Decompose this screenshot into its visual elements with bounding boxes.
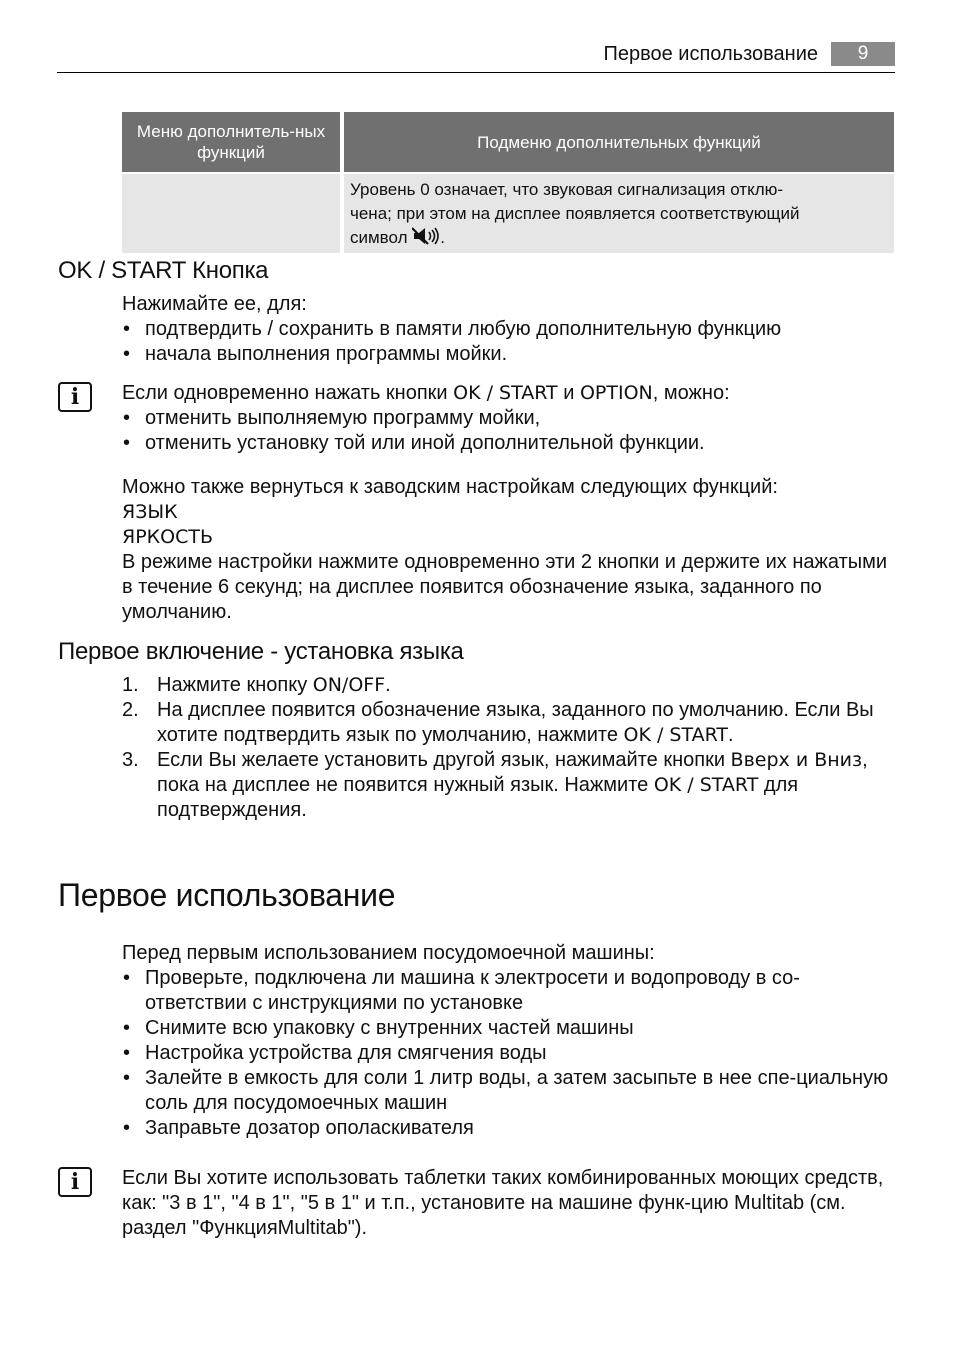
ok-start-section: [122, 292, 897, 367]
first-use-intro: Перед первым использованием посудомоечной машины:: [122, 942, 655, 964]
info-icon: [58, 382, 92, 412]
speaker-off-icon: [412, 227, 440, 245]
bullet: •: [123, 1042, 131, 1064]
list-item-text: подтвердить / сохранить в памяти любую дополнительную функцию: [145, 318, 782, 340]
list-item-text: отменить установку той или иной дополнительной функции.: [145, 432, 705, 454]
list-item-text: отменить выполняемую программу мойки,: [145, 407, 541, 429]
reset-option-brightness: ЯРКОСТЬ: [122, 526, 214, 548]
step-number: 2.: [122, 699, 139, 721]
button-name: OK / START: [653, 774, 759, 796]
ok-start-intro: Нажимайте ее, для:: [122, 293, 307, 315]
first-on-heading: Первое включение - установка языка: [58, 638, 464, 665]
list-item-text: Залейте в емкость для соли 1 литр воды, а затем засыпьте в нее спе-циальную соль для посудомоечных машин: [145, 1067, 889, 1114]
step-item: [122, 748, 897, 823]
list-item: [122, 1066, 897, 1116]
text: .: [728, 724, 734, 746]
text: Если одновременно нажать кнопки: [122, 382, 454, 404]
list-item-text: Настройка устройства для смягчения воды: [145, 1042, 547, 1064]
bullet: •: [123, 407, 131, 429]
bullet: •: [123, 432, 131, 454]
button-name: Вверх и Вниз: [730, 749, 863, 771]
list-item: [122, 1016, 897, 1041]
table-cell-empty: [122, 172, 344, 253]
text: На дисплее появится обозначение языка, заданного по умолчанию. Если Вы хотите подтвердить язык по умолчанию, нажмите: [157, 699, 874, 746]
table-line-text: символ: [350, 228, 408, 247]
table-line: [350, 226, 884, 250]
list-item-text: Снимите всю упаковку с внутренних частей машины: [145, 1017, 634, 1039]
button-name: OPTION: [579, 382, 653, 404]
info-glyph: i: [70, 1169, 80, 1195]
first-use-heading: Первое использование: [58, 877, 396, 913]
table-cell-description: [344, 172, 894, 253]
page-number: 9: [831, 42, 895, 66]
bullet: •: [123, 1017, 131, 1039]
table-line: чена; при этом на дисплее появляется соответствующий: [350, 204, 800, 223]
text: Если Вы желаете установить другой язык, нажимайте кнопки: [157, 749, 731, 771]
text: , пока на дисплее не появится нужный язык. Нажмите: [157, 749, 868, 796]
header-title: Первое использование: [603, 43, 818, 65]
text: , можно:: [652, 382, 730, 404]
info-note-multitab: Если Вы хотите использовать таблетки таких комбинированных моющих средств, как: "3 в 1", "4 в 1", "5 в 1" и т.п., установите на машине функ-цию Multitab (см. раздел "ФункцияMultitab").: [122, 1167, 884, 1239]
button-name: OK / START: [453, 382, 558, 404]
text: .: [385, 674, 391, 696]
first-use-section: [122, 941, 897, 1141]
page-header: [57, 40, 895, 73]
step-item: [122, 673, 897, 698]
info-icon: [58, 1167, 92, 1197]
reset-section: [122, 475, 897, 625]
bullet: •: [123, 1067, 131, 1089]
reset-text: В режиме настройки нажмите одновременно эти 2 кнопки и держите их нажатыми в течение 6 секунд; на дисплее появится обозначение языка, заданного по умолчанию.: [122, 551, 888, 623]
list-item: [122, 317, 897, 342]
button-name: OK / START: [623, 724, 729, 746]
table-header-menu: Меню дополнитель-ных функций: [122, 112, 344, 172]
bullet: •: [123, 1117, 131, 1139]
step-item: [122, 698, 897, 748]
submenu-table: [122, 112, 894, 253]
list-item: [122, 431, 897, 456]
first-on-steps: [122, 673, 897, 823]
list-item-text: начала выполнения программы мойки.: [145, 343, 508, 365]
list-item: [122, 966, 897, 1016]
table-line-end: .: [440, 228, 445, 247]
table-line: Уровень 0 означает, что звуковая сигнализация отклю-: [350, 180, 784, 199]
text: для подтверждения.: [157, 774, 799, 821]
info-glyph: i: [70, 384, 80, 410]
list-item: [122, 1041, 897, 1066]
button-name: ON/OFF: [312, 674, 386, 696]
step-number: 1.: [122, 674, 139, 696]
bullet: •: [123, 343, 131, 365]
list-item: [122, 406, 897, 431]
list-item-text: Проверьте, подключена ли машина к электросети и водопроводу в со-ответствии с инструкциями по установке: [145, 967, 800, 1014]
reset-intro: Можно также вернуться к заводским настройкам следующих функций:: [122, 476, 778, 498]
text: и: [557, 382, 580, 404]
list-item: [122, 1116, 897, 1141]
bullet: •: [123, 967, 131, 989]
text: Нажмите кнопку: [157, 674, 313, 696]
info-note-cancel: [122, 381, 897, 456]
reset-option-language: ЯЗЫК: [122, 501, 178, 523]
table-header-submenu: Подменю дополнительных функций: [344, 112, 894, 172]
ok-start-heading: OK / START Кнопка: [58, 257, 269, 284]
list-item: [122, 342, 897, 367]
step-number: 3.: [122, 749, 139, 771]
list-item-text: Заправьте дозатор ополаскивателя: [145, 1117, 474, 1139]
bullet: •: [123, 318, 131, 340]
info-note-text: [122, 381, 897, 406]
